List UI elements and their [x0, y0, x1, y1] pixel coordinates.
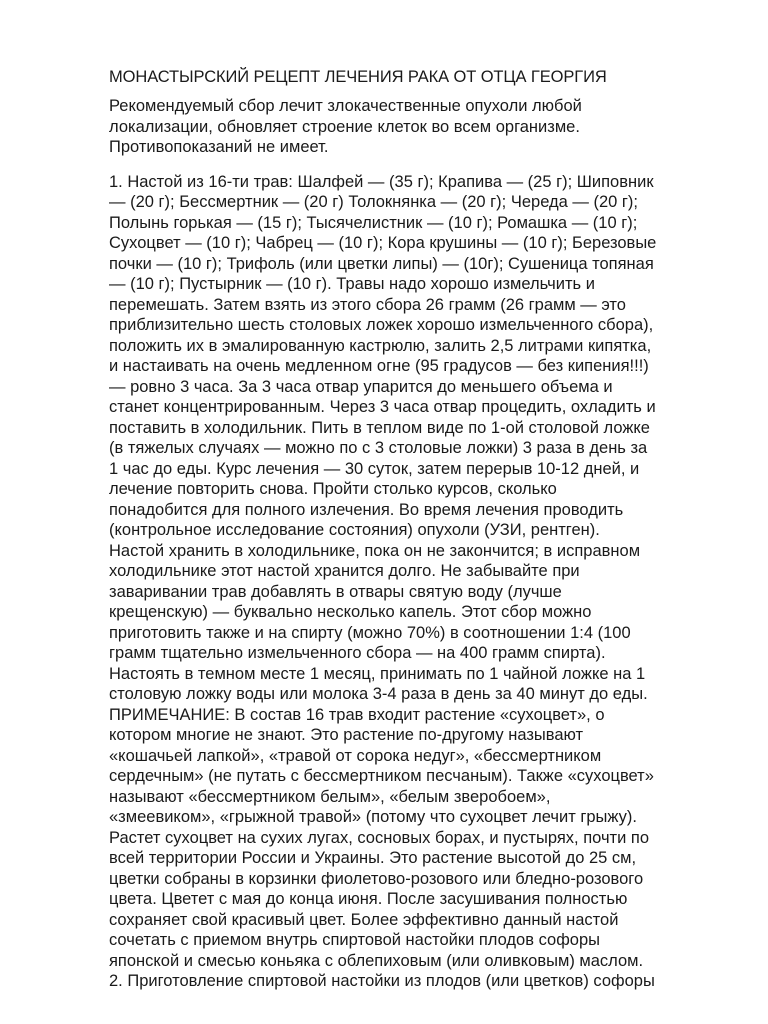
body-line: называют «бессмертником белым», «белым зверобоем», — [109, 787, 551, 806]
body-line: крещенскую) — буквально несколько капель. Этот сбор можно — [109, 603, 592, 621]
body-line: ПРИМЕЧАНИЕ: В состав 16 трав входит растение «сухоцвет», о — [109, 705, 605, 724]
intro-line: локализации, обновляет строение клеток во всем организме. — [109, 117, 580, 136]
body-line: столовую ложку воды или молока 3-4 раза в день за 40 минут до еды. — [109, 685, 648, 703]
body-line: Настой хранить в холодильнике, пока он не закончится; в исправном — [109, 541, 641, 560]
body-line: (в тяжелых случаях — можно по с 3 столовые ложки) 3 раза в день за — [109, 439, 648, 457]
body-line: всей территории России и Украины. Это растение высотой до 25 см, — [109, 849, 637, 867]
body-line: сохраняет свой красивый цвет. Более эффективно данный настой — [109, 910, 619, 929]
body-line: (контрольное исследование состояния) опухоли (УЗИ, рентген). — [109, 521, 600, 539]
body-line: — (10 г); Пустырник — (10 г). Травы надо хорошо измельчить и — [109, 275, 595, 293]
body-line: почки — (10 г); Трифоль (или цветки липы) — (10г); Сушеница топяная — [109, 254, 654, 273]
body-line: Сухоцвет — (10 г); Чабрец — (10 г); Кора крушины — (10 г); Березовые — [109, 234, 657, 252]
body-line: цвета. Цветет с мая до конца июня. После засушивания полностью — [109, 890, 628, 908]
body-line: сочетать с приемом внутрь спиртовой настойки плодов софоры — [109, 931, 600, 949]
body-line: лечение повторить снова. Пройти столько курсов, сколько — [109, 480, 557, 498]
body-line: Растет сухоцвет на сухих лугах, сосновых борах, и пустырях, почти по — [109, 828, 650, 847]
body-line: станет концентрированным. Через 3 часа отвар процедить, охладить и — [109, 398, 656, 416]
document-page — [109, 66, 714, 992]
body-line: поставить в холодильник. Пить в теплом виде по 1-ой столовой ложке — [109, 418, 650, 437]
body-line: 2. Приготовление спиртовой настойки из плодов (или цветков) софоры — [109, 972, 655, 990]
body-line: понадобится для полного излечения. Во время лечения проводить — [109, 500, 624, 519]
body-line: котором многие не знают. Это растение по-другому называют — [109, 726, 584, 744]
body-line: приблизительно шесть столовых ложек хорошо измельченного сбора), — [109, 316, 654, 334]
body-line: грамм тщательно измельченного сбора — на 400 грамм спирта). — [109, 644, 606, 662]
body-line: перемешать. Затем взять из этого сбора 26 грамм (26 грамм — это — [109, 295, 626, 314]
body-line: холодильнике этот настой хранится долго. Не забывайте при — [109, 562, 580, 580]
body-line: Настоять в темном месте 1 месяц, принимать по 1 чайной ложке на 1 — [109, 664, 646, 683]
body-line: 1. Настой из 16-ти трав: Шалфей — (35 г); Крапива — (25 г); Шиповник — [109, 172, 654, 191]
document-title: МОНАСТЫРСКИЙ РЕЦЕПТ ЛЕЧЕНИЯ РАКА ОТ ОТЦА ГЕОРГИЯ — [109, 68, 607, 86]
body-line: Полынь горькая — (15 г); Тысячелистник — (10 г); Ромашка — (10 г); — [109, 213, 638, 232]
intro-line: Противопоказаний не имеет. — [109, 138, 329, 156]
intro-line: Рекомендуемый сбор лечит злокачественные опухоли любой — [109, 97, 582, 115]
body-line: приготовить также и на спирту (можно 70%) в соотношении 1:4 (100 — [109, 623, 631, 642]
intro-paragraph — [109, 96, 714, 158]
body-line: — (20 г); Бессмертник — (20 г) Толокнянка — (20 г); Череда — (20 г); — [109, 193, 639, 211]
body-line: сердечным» (не путать с бессмертником песчаным). Также «сухоцвет» — [109, 767, 654, 785]
body-line: заваривании трав добавлять в отвары святую воду (лучше — [109, 582, 562, 601]
body-line: и настаивать на очень медленном огне (95 градусов — без кипения!!!) — [109, 357, 649, 375]
body-line: — ровно 3 часа. За 3 часа отвар упарится до меньшего объема и — [109, 377, 613, 396]
body-line: 1 час до еды. Курс лечения — 30 суток, затем перерыв 10-12 дней, и — [109, 459, 640, 478]
body-line: «кошачьей лапкой», «травой от сорока недуг», «бессмертником — [109, 746, 602, 765]
body-paragraph — [109, 172, 714, 992]
body-line: «змеевиком», «грыжной травой» (потому что сухоцвет лечит грыжу). — [109, 808, 637, 826]
body-line: японской и смесью коньяка с облепиховым (или оливковым) маслом. — [109, 951, 644, 970]
body-line: цветки собраны в корзинки фиолетово-розового или бледно-розового — [109, 869, 644, 888]
body-line: положить их в эмалированную кастрюлю, залить 2,5 литрами кипятка, — [109, 336, 652, 355]
